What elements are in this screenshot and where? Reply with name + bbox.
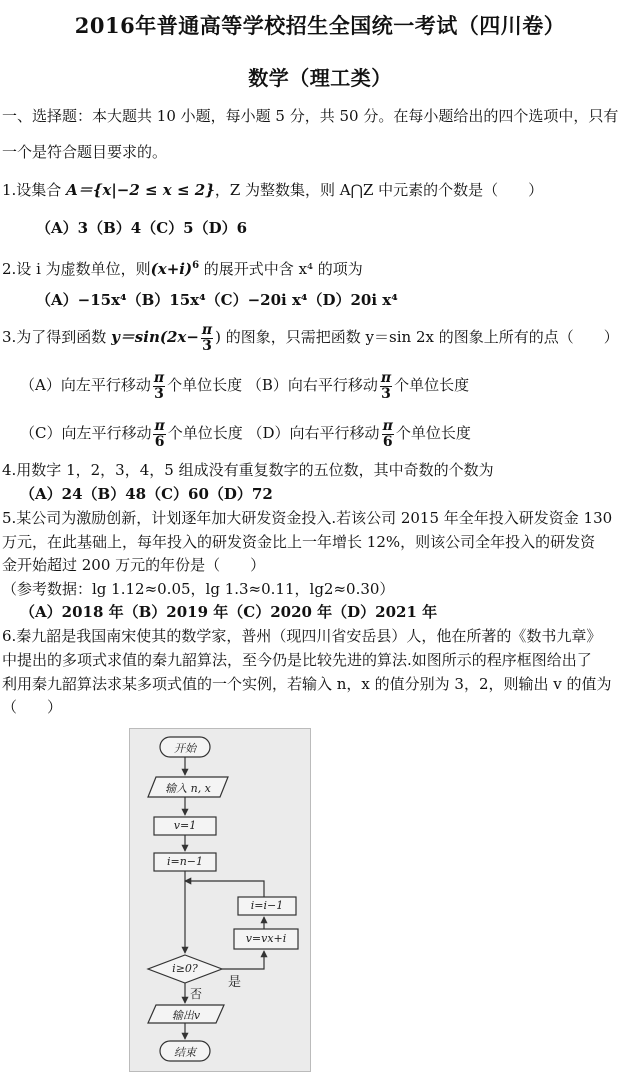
q3-a-fraction <box>153 371 165 402</box>
q3-frac-num: π <box>201 321 213 338</box>
q1-mid: ，Z 为整数集，则 A⋂Z 中元素的个数是（ ） <box>214 181 544 199</box>
den: 6 <box>382 433 393 450</box>
question-2 <box>2 256 638 279</box>
q3-func: y＝sin(2x− <box>111 328 199 346</box>
flow-decrement-label: i=i−1 <box>250 899 284 912</box>
question-5-line-3: 金开始超过 200 万元的年份是（ ） <box>2 556 266 574</box>
q1-prefix: 1.设集合 <box>2 181 67 199</box>
q2-options: （A）−15x⁴（B）15x⁴（C）−20i x⁴（D）20i x⁴ <box>36 291 398 309</box>
q3-option-c: （C）向左平行移动 <box>20 424 152 442</box>
q5-reference-data: （参考数据：lg 1.12≈0.05，lg 1.3≈0.11，lg2≈0.30） <box>2 580 395 598</box>
question-6-line-2: 中提出的多项式求值的秦九韶算法，至今仍是比较先进的算法.如图所示的程序框图给出了 <box>2 651 592 669</box>
flow-input-label: 输入 n, x <box>165 782 211 795</box>
q1-set: A＝{x|−2 ≤ x ≤ 2} <box>66 181 215 199</box>
q2-exp: 6 <box>192 260 200 271</box>
q4-options: （A）24（B）48（C）60（D）72 <box>20 485 273 503</box>
flow-yes-arrow <box>222 951 264 969</box>
q3-c-fraction <box>153 419 165 450</box>
section-instructions-1: 一、选择题：本大题共 10 小题，每小题 5 分，共 50 分。在每小题给出的四个选项中，只有 <box>2 107 619 125</box>
flow-output-label: 输出v <box>171 1009 201 1022</box>
question-6-line-4: （ ） <box>2 698 63 716</box>
exam-title: 2016年普通高等学校招生全国统一考试（四川卷） <box>74 13 566 38</box>
q3-unit-b: 个单位长度 <box>394 376 470 394</box>
q3-unit-c: 个单位长度 <box>167 424 243 442</box>
q3-options-cd <box>20 418 640 450</box>
flow-loop-arrow <box>185 881 264 897</box>
q3-fraction <box>201 323 213 354</box>
flow-init-i-label: i=n−1 <box>166 855 204 868</box>
question-1 <box>2 180 638 200</box>
q3-frac-den: 3 <box>202 337 212 354</box>
flow-start-label: 开始 <box>174 742 196 755</box>
q3-unit-d: 个单位长度 <box>395 424 471 442</box>
q3-options-ab <box>20 370 640 402</box>
question-4: 4.用数字 1，2，3，4，5 组成没有重复数字的五位数，其中奇数的个数为 <box>2 461 494 479</box>
den: 3 <box>154 385 164 402</box>
question-6-line-3: 利用秦九韶算法求某多项式值的一个实例，若输入 n，x 的值分别为 3，2，则输出 v 的值为 <box>2 675 612 693</box>
flow-condition-label: i≥0? <box>172 962 198 975</box>
q3-option-a: （A）向左平行移动 <box>20 376 151 394</box>
q3-d-fraction <box>382 419 394 450</box>
q2-expr: (x+i) <box>150 260 193 278</box>
flow-yes-label: 是 <box>228 975 242 990</box>
pi: π <box>153 369 165 386</box>
question-5-line-2: 万元，在此基础上，每年投入的研发资金比上一年增长 12%，则该公司全年投入的研发资 <box>2 533 596 551</box>
flow-no-label: 否 <box>190 987 203 1001</box>
pi: π <box>154 417 165 434</box>
exam-subtitle: 数学（理工类） <box>248 66 392 90</box>
q3-b-fraction <box>380 371 392 402</box>
q5-options: （A）2018 年（B）2019 年（C）2020 年（D）2021 年 <box>20 603 438 621</box>
flow-init-v-label: v=1 <box>173 819 197 832</box>
q3-prefix: 3.为了得到函数 <box>2 328 112 346</box>
section-instructions-2: 一个是符合题目要求的。 <box>2 143 168 161</box>
den: 6 <box>154 433 165 450</box>
question-5-line-1: 5.某公司为激励创新，计划逐年加大研发资金投入.若该公司 2015 年全年投入研发资金 130 <box>2 509 613 527</box>
q3-option-b: （B）向右平行移动 <box>246 376 378 394</box>
q2-suffix: 的展开式中含 x⁴ 的项为 <box>199 260 363 278</box>
question-3 <box>2 322 638 354</box>
pi: π <box>382 417 393 434</box>
q1-options: （A）3（B）4（C）5（D）6 <box>36 219 248 237</box>
pi: π <box>380 369 392 386</box>
question-6-line-1: 6.秦九韶是我国南宋使其的数学家，普州（现四川省安岳县）人，他在所著的《数书九章》 <box>2 627 602 645</box>
flow-end-label: 结束 <box>174 1046 196 1059</box>
den: 3 <box>381 385 391 402</box>
q3-unit-a: 个单位长度 <box>167 376 243 394</box>
q3-option-d: （D）向右平行移动 <box>247 424 380 442</box>
flow-update-label: v=vx+i <box>245 932 287 945</box>
q2-prefix: 2.设 i 为虚数单位，则 <box>2 260 151 278</box>
program-flowchart <box>129 728 311 1072</box>
q3-suffix: ) 的图象，只需把函数 y＝sin 2x 的图象上所有的点（ ） <box>215 328 619 346</box>
